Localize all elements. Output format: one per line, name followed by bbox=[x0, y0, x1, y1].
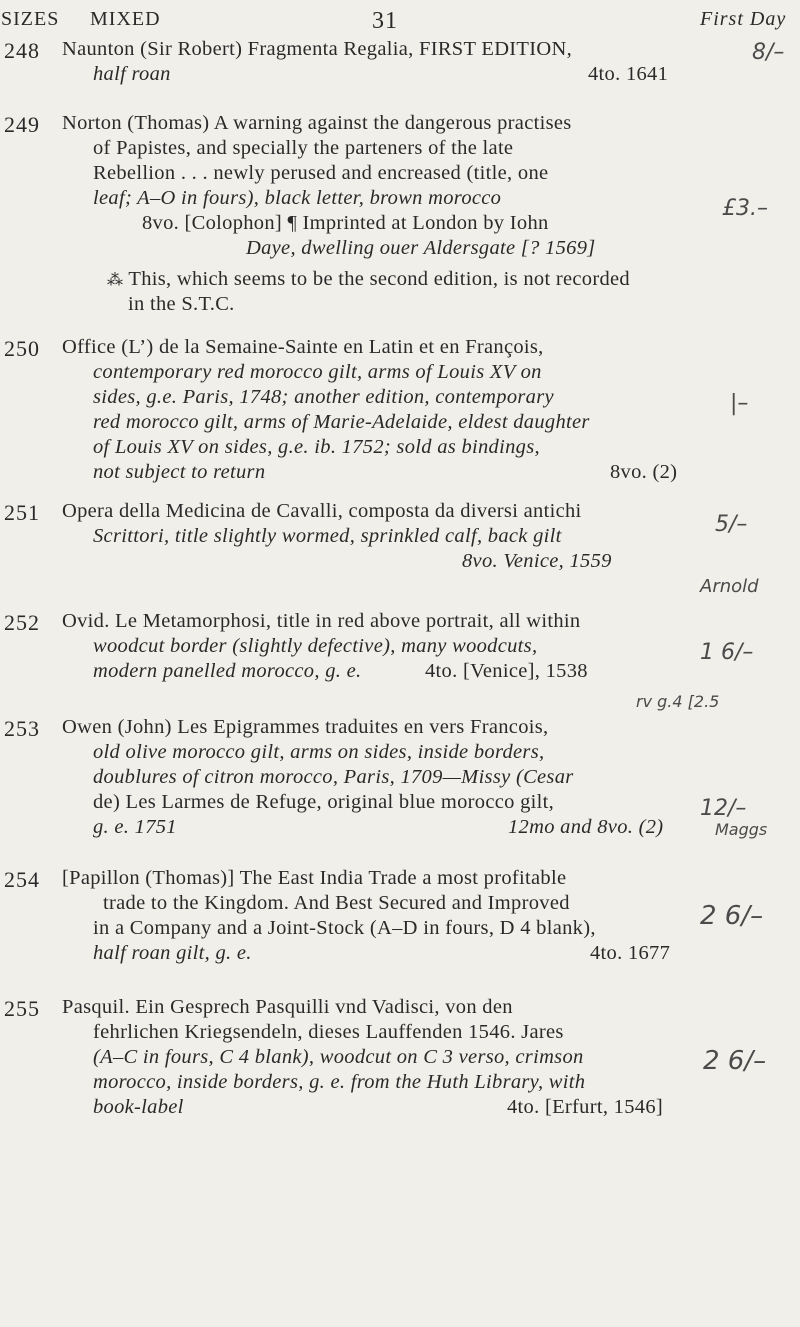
entry-line: 12mo and 8vo. (2) bbox=[508, 816, 664, 838]
entry-line: [Papillon (Thomas)] The East India Trade a most profitable bbox=[62, 867, 567, 889]
entry-line: Ovid. Le Metamorphosi, title in red above portrait, all within bbox=[62, 610, 581, 632]
lot-number: 252 bbox=[4, 610, 40, 635]
entry-line: trade to the Kingdom. And Best Secured and Improved bbox=[103, 892, 570, 914]
entry-note-line: in the S.T.C. bbox=[128, 293, 235, 315]
entry-line: 4to. [Erfurt, 1546] bbox=[507, 1096, 663, 1118]
header-day: First Day bbox=[700, 8, 787, 30]
handwritten-price: 12/– bbox=[700, 796, 747, 821]
entry-line: Owen (John) Les Epigrammes traduites en vers Francois, bbox=[62, 716, 549, 738]
asterism-icon: ⁂ bbox=[107, 272, 124, 289]
entry-line: (A–C in fours, C 4 blank), woodcut on C 3 verso, crimson bbox=[93, 1046, 584, 1068]
entry-line: contemporary red morocco gilt, arms of Louis XV on bbox=[93, 361, 542, 383]
entry-line: sides, g.e. Paris, 1748; another edition, contemporary bbox=[93, 386, 554, 408]
entry-line: Daye, dwelling ouer Aldersgate [? 1569] bbox=[246, 237, 596, 259]
entry-line: old olive morocco gilt, arms on sides, inside borders, bbox=[93, 741, 545, 763]
handwritten-note: rv g.4 [2.5 bbox=[636, 692, 720, 711]
handwritten-price: 1 6/– bbox=[700, 640, 754, 665]
lot-number: 254 bbox=[4, 867, 40, 892]
entry-line: Office (L’) de la Semaine-Sainte en Latin et en François, bbox=[62, 336, 544, 358]
entry-line: 4to. 1641 bbox=[588, 63, 669, 85]
entry-line: of Louis XV on sides, g.e. ib. 1752; sold as bindings, bbox=[93, 436, 540, 458]
entry-line: Opera della Medicina de Cavalli, composta da diversi antichi bbox=[62, 500, 582, 522]
handwritten-price: 5/– bbox=[715, 512, 748, 537]
entry-line: leaf; A–O in fours), black letter, brown morocco bbox=[93, 187, 502, 209]
entry-line: 4to. 1677 bbox=[590, 942, 671, 964]
header-sizes: SIZES bbox=[1, 8, 60, 30]
entry-line: Norton (Thomas) A warning against the dangerous practises bbox=[62, 112, 572, 134]
entry-line: 8vo. (2) bbox=[610, 461, 678, 483]
entry-line: in a Company and a Joint-Stock (A–D in fours, D 4 blank), bbox=[93, 917, 596, 939]
handwritten-price: 2 6/– bbox=[700, 901, 764, 931]
entry-note-line: ⁂ This, which seems to be the second edition, is not recorded bbox=[107, 268, 630, 290]
entry-line: red morocco gilt, arms of Marie-Adelaide, eldest daughter bbox=[93, 411, 590, 433]
entry-line: doublures of citron morocco, Paris, 1709—Missy (Cesar bbox=[93, 766, 574, 788]
handwritten-price: 2 6/– bbox=[703, 1046, 767, 1076]
lot-number: 250 bbox=[4, 336, 40, 361]
entry-line: de) Les Larmes de Refuge, original blue morocco gilt, bbox=[93, 791, 555, 813]
entry-line: 8vo. Venice, 1559 bbox=[462, 550, 612, 572]
lot-number: 251 bbox=[4, 500, 40, 525]
lot-number: 248 bbox=[4, 38, 40, 63]
entry-line: 8vo. [Colophon] ¶ Imprinted at London by Iohn bbox=[142, 212, 549, 234]
lot-number: 253 bbox=[4, 716, 40, 741]
handwritten-price: £3.– bbox=[722, 196, 768, 221]
lot-number: 249 bbox=[4, 112, 40, 137]
entry-line: fehrlichen Kriegsendeln, dieses Lauffenden 1546. Jares bbox=[93, 1021, 564, 1043]
entry-line: Pasquil. Ein Gesprech Pasquilli vnd Vadisci, von den bbox=[62, 996, 513, 1018]
entry-line: g. e. 1751 bbox=[93, 816, 177, 838]
entry-line: woodcut border (slightly defective), many woodcuts, bbox=[93, 635, 538, 657]
handwritten-price: |– bbox=[730, 391, 749, 416]
lot-number: 255 bbox=[4, 996, 40, 1021]
entry-line: modern panelled morocco, g. e. bbox=[93, 660, 362, 682]
handwritten-price: 8/– bbox=[752, 40, 785, 65]
entry-line: half roan bbox=[93, 63, 171, 85]
page-number: 31 bbox=[372, 8, 398, 34]
entry-line: 4to. [Venice], 1538 bbox=[425, 660, 588, 682]
page-header bbox=[0, 8, 800, 42]
entry-line: half roan gilt, g. e. bbox=[93, 942, 252, 964]
entry-line: not subject to return bbox=[93, 461, 266, 483]
entry-line: Rebellion . . . newly perused and encreased (title, one bbox=[93, 162, 549, 184]
entry-line: book-label bbox=[93, 1096, 184, 1118]
header-mixed: MIXED bbox=[90, 8, 161, 30]
entry-line: Naunton (Sir Robert) Fragmenta Regalia, FIRST EDITION, bbox=[62, 38, 573, 60]
entry-line: of Papistes, and specially the parteners of the late bbox=[93, 137, 514, 159]
handwritten-buyer: Arnold bbox=[700, 576, 759, 597]
handwritten-buyer: Maggs bbox=[715, 820, 768, 839]
entry-line: morocco, inside borders, g. e. from the Huth Library, with bbox=[93, 1071, 586, 1093]
entry-line: Scrittori, title slightly wormed, sprinkled calf, back gilt bbox=[93, 525, 562, 547]
